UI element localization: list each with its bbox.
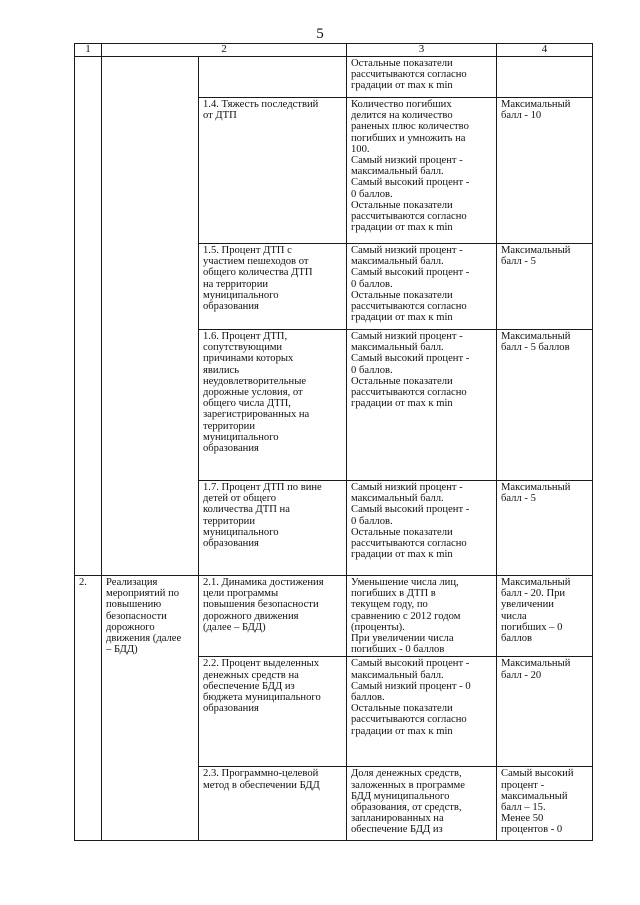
indicator-cell: 2.2. Процент выделенных денежных средств на обеспечение БДД из бюджета муниципального образования [199, 657, 347, 767]
header-row [75, 44, 593, 57]
method-cell: Количество погибших делится на количество раненых плюс количество погибших и умножить на 100. Самый низкий процент - максимальный балл. Самый высокий процент - 0 баллов. Остальные показатели рассчитываются согласно градации от max к min [347, 98, 497, 244]
method-cell: Доля денежных средств, заложенных в программе БДД муниципального образования, от средств, запланированных на обеспечение БДД из [347, 767, 497, 841]
indicator-cell: 2.1. Динамика достижения цели программы повышения безопасности дорожного движения (далее – БДД) [199, 576, 347, 657]
method-cell: Самый низкий процент - максимальный балл. Самый высокий процент - 0 баллов. Остальные показатели рассчитываются согласно градации от max к min [347, 330, 497, 481]
score-cell [497, 57, 593, 98]
method-cell: Уменьшение числа лиц, погибших в ДТП в текущем году, по сравнению с 2012 годом (проценты). При увеличении числа погибших - 0 баллов [347, 576, 497, 657]
section-2-number: 2. [75, 576, 102, 841]
score-cell: Максимальный балл - 20 [497, 657, 593, 767]
score-cell: Максимальный балл - 20. При увеличении числа погибших – 0 баллов [497, 576, 593, 657]
header-col-4: 4 [497, 44, 593, 57]
score-cell: Максимальный балл - 10 [497, 98, 593, 244]
score-cell: Максимальный балл - 5 баллов [497, 330, 593, 481]
table-row [75, 576, 593, 657]
section-1-number-cell [75, 57, 102, 576]
score-cell: Максимальный балл - 5 [497, 244, 593, 330]
page-number: 5 [316, 26, 324, 42]
header-col-2: 2 [102, 44, 347, 57]
score-cell: Самый высокий процент - максимальный балл – 15. Менее 50 процентов - 0 [497, 767, 593, 841]
method-cell: Остальные показатели рассчитываются согласно градации от max к min [347, 57, 497, 98]
indicator-cell: 1.7. Процент ДТП по вине детей от общего количества ДТП на территории муниципального образования [199, 481, 347, 576]
method-cell: Самый высокий процент - максимальный балл. Самый низкий процент - 0 баллов. Остальные показатели рассчитываются согласно градации от max к min [347, 657, 497, 767]
criteria-table [74, 43, 593, 841]
method-cell: Самый низкий процент - максимальный балл. Самый высокий процент - 0 баллов. Остальные показатели рассчитываются согласно градации от max к min [347, 481, 497, 576]
indicator-cell: 1.6. Процент ДТП, сопутствующими причинами которых явились неудовлетворительные дорожные условия, от общего числа ДТП, зарегистрированных на территории муниципального образования [199, 330, 347, 481]
indicator-cell [199, 57, 347, 98]
indicator-cell: 1.5. Процент ДТП с участием пешеходов от общего количества ДТП на территории муниципального образования [199, 244, 347, 330]
section-1-title-cell [102, 57, 199, 576]
indicator-cell: 1.4. Тяжесть последствий от ДТП [199, 98, 347, 244]
header-col-1: 1 [75, 44, 102, 57]
table-row [75, 57, 593, 98]
section-2-title: Реализация мероприятий по повышению безопасности дорожного движения (далее – БДД) [102, 576, 199, 841]
header-col-3: 3 [347, 44, 497, 57]
score-cell: Максимальный балл - 5 [497, 481, 593, 576]
method-cell: Самый низкий процент - максимальный балл. Самый высокий процент - 0 баллов. Остальные показатели рассчитываются согласно градации от max к min [347, 244, 497, 330]
indicator-cell: 2.3. Программно-целевой метод в обеспечении БДД [199, 767, 347, 841]
